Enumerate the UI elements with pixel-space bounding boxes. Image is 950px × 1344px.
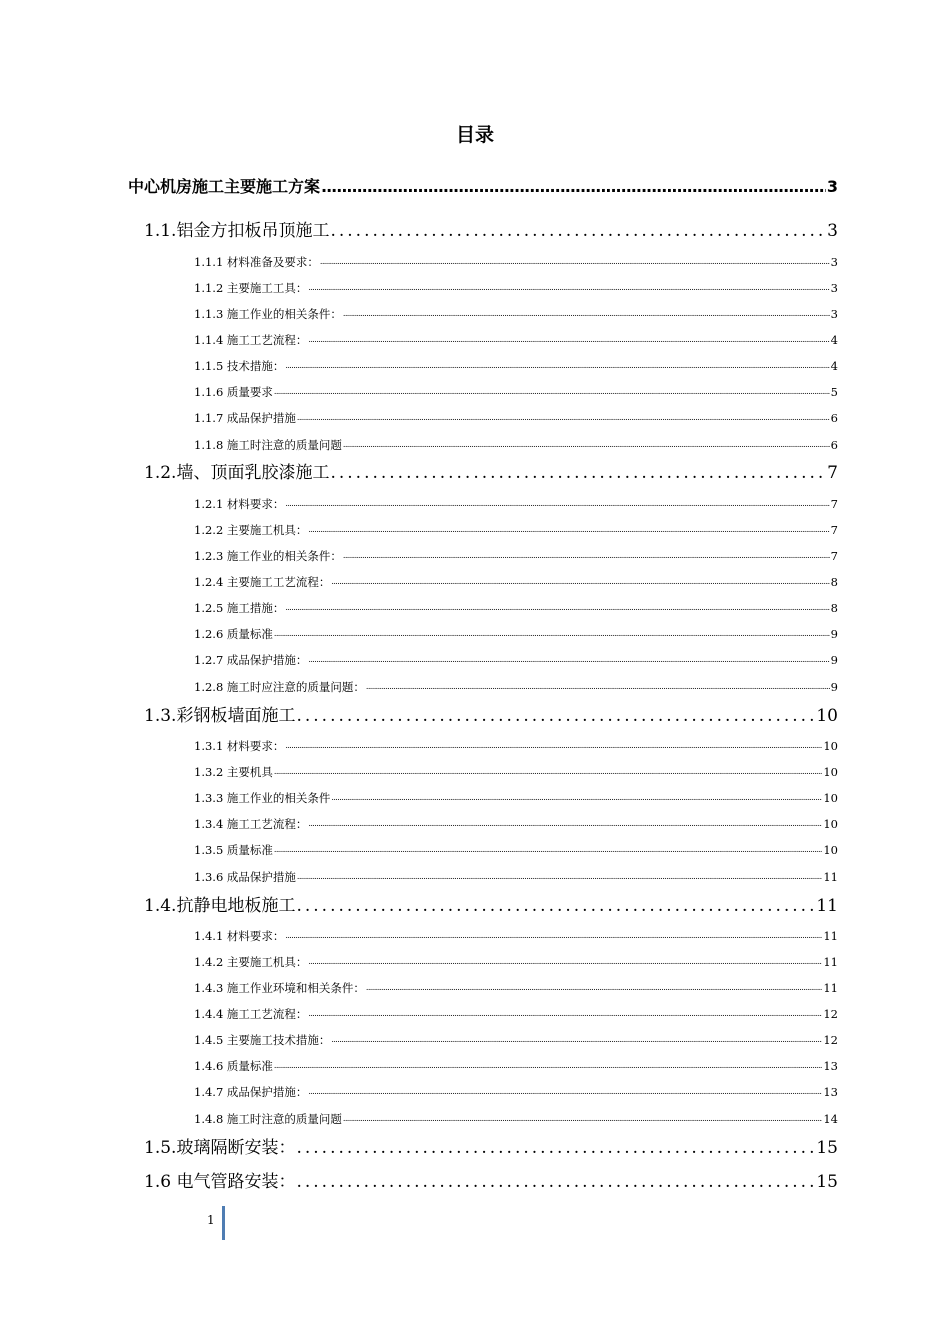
- toc-entry-label: 1.2.2 主要施工机具：: [194, 523, 308, 537]
- toc-entry[interactable]: [194, 737, 838, 755]
- toc-entry-page-number: 15: [816, 1138, 838, 1158]
- toc-entry-page-number: 9: [830, 680, 838, 694]
- toc-entry-label: 1.1.5 技术措施：: [194, 359, 285, 373]
- toc-entry-label: 1.2.1 材料要求：: [194, 497, 285, 511]
- toc-entry-page-number: 10: [823, 739, 838, 753]
- toc-entry-label: 1.1.3 施工作业的相关条件：: [194, 307, 342, 321]
- toc-leader-dots: [285, 495, 829, 513]
- toc-entry-label: 1.3.6 成品保护措施: [194, 870, 296, 884]
- toc-leader-dots: [343, 547, 830, 565]
- toc-entry-page-number: 10: [816, 706, 838, 726]
- toc-entry-page-number: 3: [826, 177, 838, 196]
- toc-entry-page-number: 11: [823, 981, 838, 995]
- toc-leader-dots: [274, 1057, 822, 1075]
- toc-entry[interactable]: [194, 547, 838, 565]
- toc-leader-dots: [274, 625, 830, 643]
- toc-entry[interactable]: [194, 331, 838, 349]
- toc-entry-page-number: 3: [830, 281, 838, 295]
- toc-leader-dots: [366, 678, 830, 696]
- toc-entry-label: 1.4.5 主要施工技术措施：: [194, 1033, 331, 1047]
- toc-leader-dots: [343, 436, 830, 454]
- toc-leader-dots: [331, 573, 829, 591]
- toc-entry[interactable]: [194, 651, 838, 669]
- toc-leader-dots: [320, 253, 830, 271]
- toc-entry-label: 1.5.玻璃隔断安装：: [144, 1138, 296, 1158]
- toc-entry[interactable]: [194, 495, 838, 513]
- toc-entry-label: 1.2.墙、顶面乳胶漆施工: [144, 463, 330, 483]
- toc-entry-label: 1.4.抗静电地板施工: [144, 896, 296, 916]
- toc-leader-dots: [321, 176, 826, 198]
- toc-entry-page-number: 7: [827, 463, 838, 483]
- toc-entry-page-number: 10: [823, 765, 838, 779]
- toc-leader-dots: [285, 357, 829, 375]
- toc-leader-dots: [296, 1136, 815, 1160]
- toc-entry-page-number: 7: [830, 549, 838, 563]
- toc-leader-dots: [308, 1005, 822, 1023]
- toc-entry[interactable]: [194, 573, 838, 591]
- toc-leader-dots: [308, 651, 829, 669]
- toc-entry-label: 1.4.3 施工作业环境和相关条件：: [194, 981, 365, 995]
- toc-entry-label: 1.3.4 施工工艺流程：: [194, 817, 308, 831]
- toc-leader-dots: [308, 521, 829, 539]
- toc-entry[interactable]: [144, 704, 838, 728]
- toc-entry-page-number: 11: [823, 955, 838, 969]
- toc-entry[interactable]: [144, 1170, 838, 1194]
- toc-leader-dots: [343, 305, 830, 323]
- toc-entry-page-number: 11: [816, 896, 838, 916]
- toc-entry[interactable]: [194, 841, 838, 859]
- toc-leader-dots: [308, 953, 822, 971]
- toc-entry[interactable]: [194, 953, 838, 971]
- toc-entry[interactable]: [194, 678, 838, 696]
- toc-leader-dots: [296, 704, 815, 728]
- footer-rule: [222, 1206, 225, 1240]
- toc-leader-dots: [296, 1170, 815, 1194]
- toc-leader-dots: [308, 815, 822, 833]
- toc-entry[interactable]: [194, 1083, 838, 1101]
- toc-entry-label: 1.4.6 质量标准: [194, 1059, 273, 1073]
- toc-entry-page-number: 13: [823, 1085, 838, 1099]
- toc-entry-page-number: 12: [823, 1007, 838, 1021]
- toc-entry[interactable]: [144, 1136, 838, 1160]
- toc-entry-page-number: 15: [816, 1172, 838, 1192]
- toc-leader-dots: [308, 331, 829, 349]
- toc-leader-dots: [331, 1031, 822, 1049]
- toc-entry-label: 1.6 电气管路安装：: [144, 1172, 296, 1192]
- toc-leader-dots: [308, 1083, 822, 1101]
- toc-entry-page-number: 6: [830, 411, 838, 425]
- toc-entry-label: 1.3.2 主要机具: [194, 765, 273, 779]
- toc-entry-page-number: 7: [830, 523, 838, 537]
- toc-entry[interactable]: [194, 1005, 838, 1023]
- toc-entry-label: 1.2.6 质量标准: [194, 627, 273, 641]
- toc-entry-label: 1.2.5 施工措施：: [194, 601, 285, 615]
- toc-entry[interactable]: [194, 305, 838, 323]
- toc-entry[interactable]: [194, 521, 838, 539]
- toc-entry-page-number: 4: [830, 359, 838, 373]
- toc-entry-page-number: 3: [830, 307, 838, 321]
- toc-entry-page-number: 14: [823, 1112, 838, 1126]
- toc-entry-page-number: 7: [830, 497, 838, 511]
- toc-entry-page-number: 9: [830, 653, 838, 667]
- toc-entry[interactable]: [194, 1031, 838, 1049]
- toc-entry[interactable]: [194, 279, 838, 297]
- toc-entry[interactable]: [194, 409, 838, 427]
- toc-entry-label: 1.4.7 成品保护措施：: [194, 1085, 308, 1099]
- toc-entry-label: 1.3.3 施工作业的相关条件: [194, 791, 331, 805]
- toc-entry-page-number: 11: [823, 870, 838, 884]
- toc-entry-label: 1.3.1 材料要求：: [194, 739, 285, 753]
- toc-leader-dots: [297, 868, 822, 886]
- toc-entry-label: 1.2.3 施工作业的相关条件：: [194, 549, 342, 563]
- toc-entry-label: 1.1.2 主要施工工具：: [194, 281, 308, 295]
- toc-leader-dots: [274, 841, 822, 859]
- toc-entry[interactable]: [144, 894, 838, 918]
- toc-leader-dots: [297, 409, 830, 427]
- page-number: 1: [207, 1213, 215, 1227]
- toc-leader-dots: [274, 383, 830, 401]
- toc-leader-dots: [331, 789, 822, 807]
- toc-entry-label: 1.1.4 施工工艺流程：: [194, 333, 308, 347]
- toc-leader-dots: [330, 461, 826, 485]
- toc-entry-page-number: 10: [823, 791, 838, 805]
- toc-entry-page-number: 4: [830, 333, 838, 347]
- toc-entry[interactable]: [194, 927, 838, 945]
- toc-entry[interactable]: [194, 357, 838, 375]
- toc-entry-label: 1.1.7 成品保护措施: [194, 411, 296, 425]
- toc-leader-dots: [366, 979, 822, 997]
- toc-entry[interactable]: [194, 253, 838, 271]
- toc-entry-page-number: 3: [830, 255, 838, 269]
- toc-entry-page-number: 9: [830, 627, 838, 641]
- toc-entry[interactable]: [194, 979, 838, 997]
- toc-entry-label: 1.4.1 材料要求：: [194, 929, 285, 943]
- toc-entry[interactable]: [194, 789, 838, 807]
- toc-entry[interactable]: [128, 176, 838, 198]
- toc-leader-dots: [274, 763, 822, 781]
- toc-entry-label: 1.3.5 质量标准: [194, 843, 273, 857]
- toc-title: 目录: [455, 124, 494, 146]
- toc-entry[interactable]: [194, 1110, 838, 1128]
- toc-entry-page-number: 13: [823, 1059, 838, 1073]
- toc-leader-dots: [285, 927, 822, 945]
- toc-entry-label: 1.1.1 材料准备及要求：: [194, 255, 319, 269]
- toc-entry[interactable]: [194, 763, 838, 781]
- toc-entry-label: 1.2.4 主要施工工艺流程：: [194, 575, 331, 589]
- toc-entry-label: 1.1.铝金方扣板吊顶施工: [144, 221, 330, 241]
- toc-entry-page-number: 6: [830, 438, 838, 452]
- toc-entry-label: 1.1.6 质量要求: [194, 385, 273, 399]
- toc-entry-page-number: 12: [823, 1033, 838, 1047]
- toc-entry-page-number: 10: [823, 843, 838, 857]
- toc-entry-page-number: 10: [823, 817, 838, 831]
- toc-entry[interactable]: [194, 815, 838, 833]
- toc-entry-page-number: 3: [827, 221, 838, 241]
- toc-entry[interactable]: [194, 436, 838, 454]
- toc-leader-dots: [285, 599, 829, 617]
- toc-entry-label: 1.2.8 施工时应注意的质量问题：: [194, 680, 365, 694]
- toc-leader-dots: [296, 894, 815, 918]
- toc-entry[interactable]: [194, 868, 838, 886]
- toc-entry-label: 1.1.8 施工时注意的质量问题: [194, 438, 342, 452]
- toc-entry[interactable]: [194, 599, 838, 617]
- toc-entry-page-number: 8: [830, 575, 838, 589]
- toc-entry[interactable]: [144, 461, 838, 485]
- toc-entry[interactable]: [194, 1057, 838, 1075]
- toc-entry-label: 1.4.8 施工时注意的质量问题: [194, 1112, 342, 1126]
- toc-entry-page-number: 11: [823, 929, 838, 943]
- toc-entry-label: 中心机房施工主要施工方案: [128, 177, 321, 196]
- toc-leader-dots: [343, 1110, 822, 1128]
- toc-leader-dots: [330, 219, 826, 243]
- toc-entry-label: 1.4.4 施工工艺流程：: [194, 1007, 308, 1021]
- toc-entry-label: 1.2.7 成品保护措施：: [194, 653, 308, 667]
- toc-entry-page-number: 8: [830, 601, 838, 615]
- toc-entry[interactable]: [144, 219, 838, 243]
- toc-entry-label: 1.3.彩钢板墙面施工: [144, 706, 296, 726]
- toc-entry-label: 1.4.2 主要施工机具：: [194, 955, 308, 969]
- toc-entry[interactable]: [194, 383, 838, 401]
- toc-entry[interactable]: [194, 625, 838, 643]
- toc-leader-dots: [308, 279, 829, 297]
- toc-leader-dots: [285, 737, 822, 755]
- toc-entry-page-number: 5: [830, 385, 838, 399]
